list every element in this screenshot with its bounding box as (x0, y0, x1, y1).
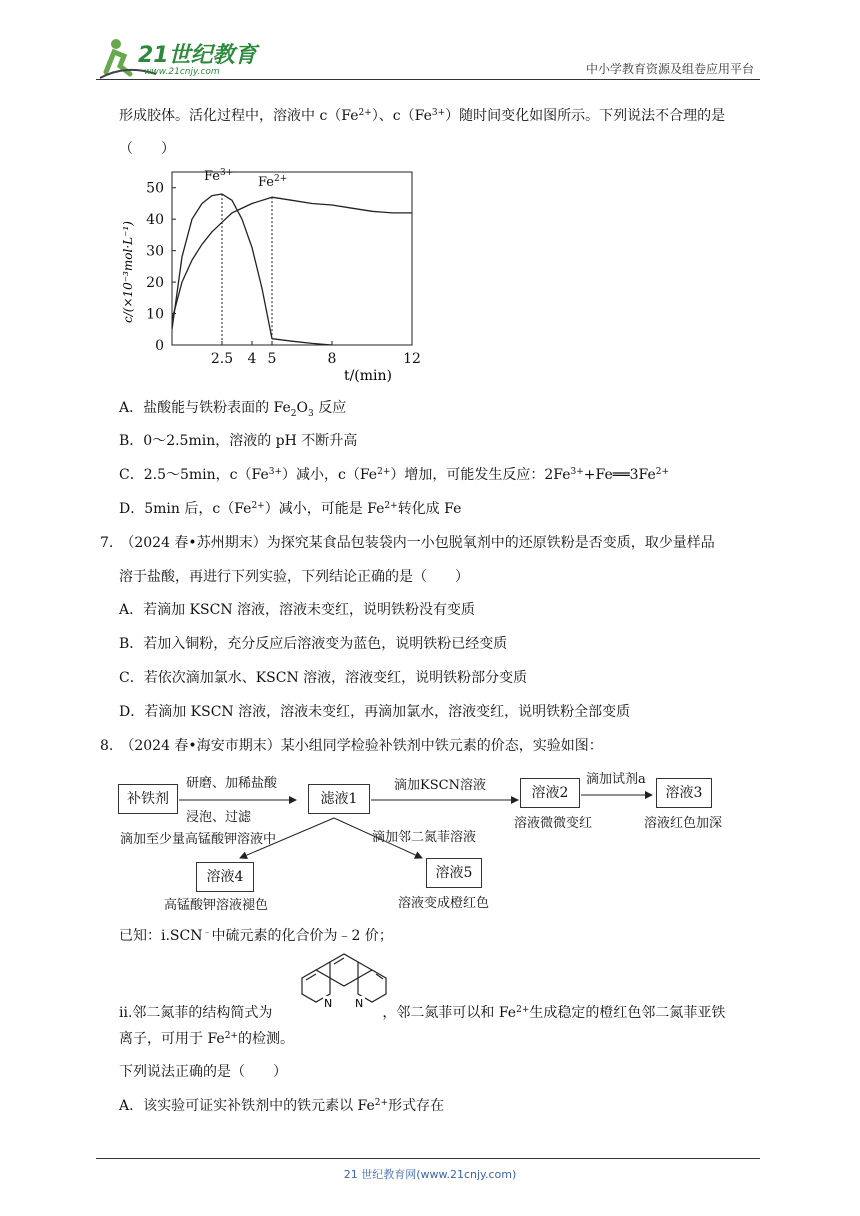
arrow2-top-label: 滴加KSCN溶液 (394, 778, 486, 793)
box-solution3: 溶液3 (656, 778, 712, 808)
logo (96, 34, 266, 84)
y-tick-label: 30 (146, 243, 164, 260)
q8-known-2-cont: 离子，可用于 $Fe^{2+}$的检测。 (119, 1031, 294, 1047)
atom-n-right: N (355, 997, 364, 1010)
series-fe3-line (172, 194, 332, 345)
box-solution2: 溶液2 (520, 778, 580, 808)
solution3-caption: 溶液红色加深 (644, 816, 723, 831)
x-tick-label: 12 (403, 351, 421, 367)
arrow3-top-label: 滴加试剂a (586, 772, 646, 787)
header-rule (96, 79, 760, 80)
right-branch-label: 滴加邻二氮菲溶液 (372, 830, 477, 845)
q8-known-2: ⅱ.邻二氮菲的结构简式为 ，邻二氮菲可以和 $Fe^{2+}$生成稳定的橙红色邻二氮菲亚铁 (119, 1005, 726, 1021)
y-tick-label: 20 (146, 275, 164, 292)
left-branch-label: 滴加至少量高锰酸钾溶液中 (120, 832, 277, 847)
q6-option-c: C．2.5～5min，$c(Fe^{3+})$减小，$c(Fe^{2+})$增加，可能发生反应：$2Fe^{3+}+Fe══3Fe^{2+}$ (119, 467, 670, 483)
solution2-caption: 溶液微微变红 (514, 816, 593, 831)
q6-paren: （ ） (119, 141, 175, 157)
series-fe2-line (172, 197, 412, 320)
q6-option-d: D．5min 后，$c(Fe^{2+})$减小，可能是 $Fe^{2+}$转化成 Fe (119, 501, 462, 517)
arrow1-bottom-label: 浸泡、过滤 (186, 810, 252, 825)
x-tick-label: 2.5 (210, 351, 234, 367)
box-solution5: 溶液5 (426, 858, 482, 888)
q8-stem: 8. （2024 春•海安市期末）某小组同学检验补铁剂中铁元素的价态，实验如图： (100, 738, 603, 754)
q7-option-a: A．若滴加 KSCN 溶液，溶液未变红，说明铁粉没有变质 (119, 602, 476, 618)
q8-option-a: A．该实验可证实补铁剂中的铁元素以 $Fe^{2+}$形式存在 (119, 1098, 445, 1114)
series-label-fe2: $Fe^{2+}$ (258, 174, 288, 191)
arrow1-top-label: 研磨、加稀盐酸 (186, 776, 278, 791)
atom-n-left: N (324, 997, 333, 1010)
x-axis-label: t/(min) (343, 368, 393, 384)
y-tick-label: 0 (155, 338, 164, 354)
y-tick-label: 40 (146, 212, 164, 229)
flow-diagram (116, 766, 746, 916)
q7-option-d: D．若滴加 KSCN 溶液，溶液未变红，再滴加氯水，溶液变红，说明铁粉全部变质 (119, 704, 631, 720)
q8-ask: 下列说法正确的是（ ） (119, 1064, 287, 1080)
x-tick-label: 4 (247, 351, 257, 367)
x-tick-label: 8 (327, 351, 337, 367)
q6-intro: 形成胶体。活化过程中，溶液中 $c(Fe^{2+})$、$c(Fe^{3+})$随时间变化如图所示。下列说法不合理的是 (119, 108, 726, 124)
footer-link[interactable]: 21 世纪教育网(www.21cnjy.com) (343, 1168, 517, 1181)
logo-text: 21世纪教育 (138, 43, 257, 68)
y-axis-label: c/(×10⁻³mol·L⁻¹) (121, 221, 135, 323)
y-tick-label: 50 (146, 180, 164, 197)
q6-option-b: B．0～2.5min，溶液的 pH 不断升高 (119, 433, 358, 449)
footer-rule (96, 1158, 760, 1159)
q7-option-b: B．若加入铜粉，充分反应后溶液变为蓝色，说明铁粉已经变质 (119, 636, 508, 652)
y-tick-label: 10 (146, 306, 164, 323)
q7-option-c: C．若依次滴加氯水、KSCN 溶液，溶液变红，说明铁粉部分变质 (119, 670, 528, 686)
site-name: 中小学教育资源及组卷应用平台 (585, 62, 754, 76)
box-filtrate1: 滤液1 (308, 784, 370, 814)
chart-svg (118, 166, 421, 388)
series-label-fe3: $Fe^{3+}$ (204, 167, 234, 184)
logo-url: www.21cnjy.com (144, 67, 220, 77)
box-solution4: 溶液4 (196, 862, 254, 892)
solution4-caption: 高锰酸钾溶液褪色 (164, 898, 269, 913)
q6-option-a: A．盐酸能与铁粉表面的 $Fe_2O_3$ 反应 (119, 400, 347, 419)
q7-stem-1: 7. （2024 春•苏州期末）为探究某食品包装袋内一小包脱氧剂中的还原铁粉是否变质，取少量样品 (100, 535, 715, 551)
x-tick-label: 5 (267, 351, 277, 367)
q8-known-1: 已知：ⅰ.SCN﹣中硫元素的化合价为﹣2 价； (119, 928, 393, 944)
concentration-chart (118, 166, 421, 388)
box-supplement: 补铁剂 (118, 784, 178, 814)
q7-stem-2: 溶于盐酸，再进行下列实验，下列结论正确的是（ ） (119, 569, 469, 585)
solution5-caption: 溶液变成橙红色 (398, 896, 490, 911)
